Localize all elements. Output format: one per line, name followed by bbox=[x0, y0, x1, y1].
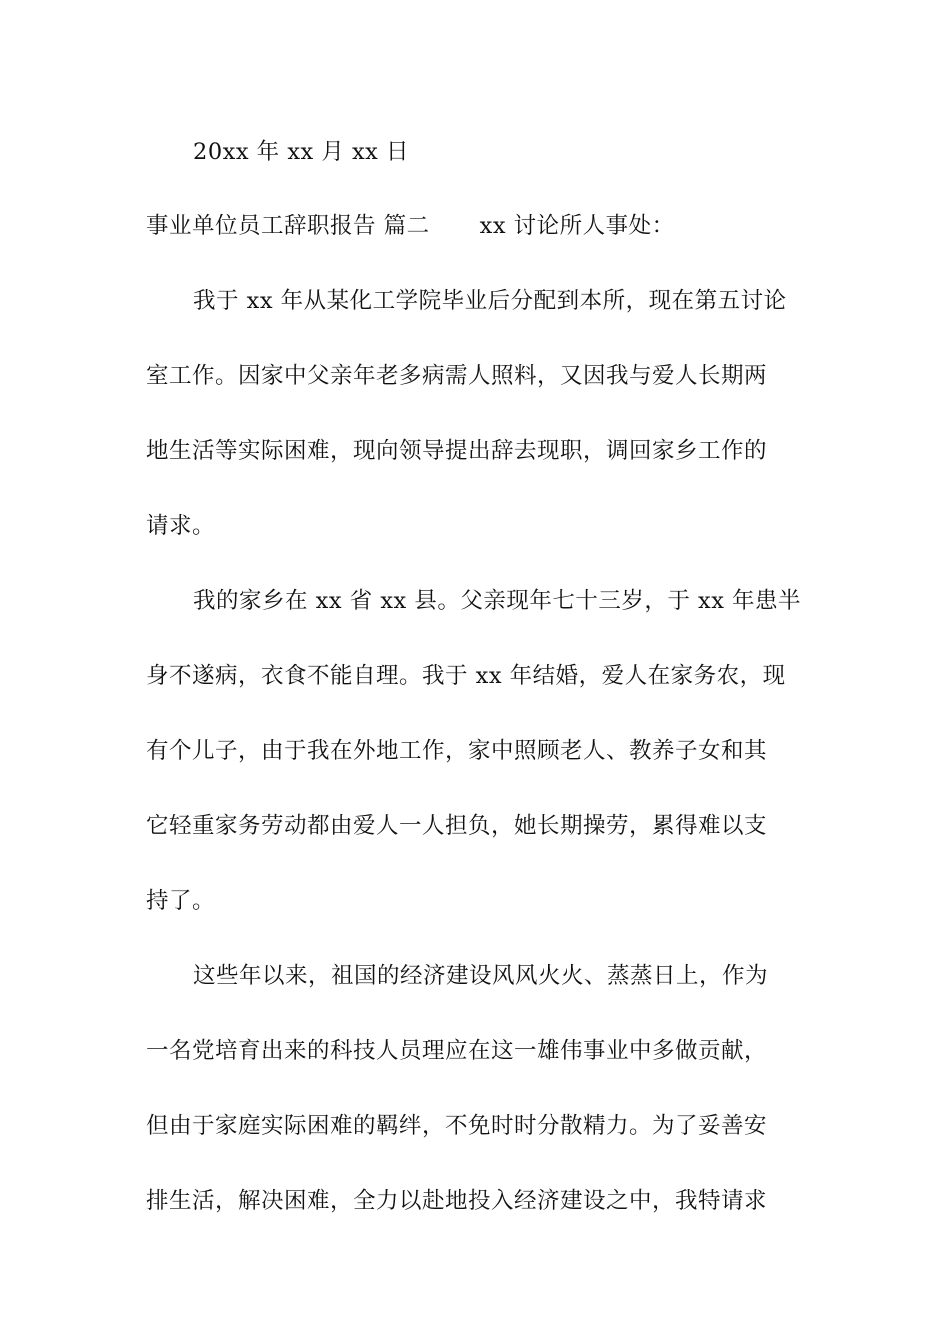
body-line-11: 一名党培育出来的科技人员理应在这一雄伟事业中多做贡献， bbox=[146, 1038, 768, 1064]
body-line-2: 室工作。因家中父亲年老多病需人照料，又因我与爱人长期两 bbox=[146, 363, 768, 389]
body-line-3: 地生活等实际困难，现向领导提出辞去现职，调回家乡工作的 bbox=[146, 438, 768, 464]
addressee: xx 讨论所人事处： bbox=[479, 213, 675, 239]
report-title: 事业单位员工辞职报告 篇二 bbox=[146, 213, 430, 239]
body-line-5: 我的家乡在 xx 省 xx 县。父亲现年七十三岁，于 xx 年患半 bbox=[193, 588, 802, 614]
body-line-4: 请求。 bbox=[146, 513, 216, 539]
body-line-13: 排生活，解决困难，全力以赴地投入经济建设之中，我特请求 bbox=[146, 1188, 768, 1214]
body-line-1: 我于 xx 年从某化工学院毕业后分配到本所，现在第五讨论 bbox=[193, 288, 787, 314]
body-line-7: 有个儿子，由于我在外地工作，家中照顾老人、教养子女和其 bbox=[146, 738, 768, 764]
body-line-8: 它轻重家务劳动都由爱人一人担负，她长期操劳，累得难以支 bbox=[146, 813, 768, 839]
body-line-6: 身不遂病，衣食不能自理。我于 xx 年结婚，爱人在家务农，现 bbox=[146, 663, 786, 689]
body-line-12: 但由于家庭实际困难的羁绊，不免时时分散精力。为了妥善安 bbox=[146, 1113, 768, 1139]
body-line-9: 持了。 bbox=[146, 888, 216, 914]
report-heading bbox=[146, 211, 675, 241]
body-line-10: 这些年以来，祖国的经济建设风风火火、蒸蒸日上，作为 bbox=[193, 963, 769, 989]
date-line: 20xx 年 xx 月 xx 日 bbox=[193, 139, 410, 165]
